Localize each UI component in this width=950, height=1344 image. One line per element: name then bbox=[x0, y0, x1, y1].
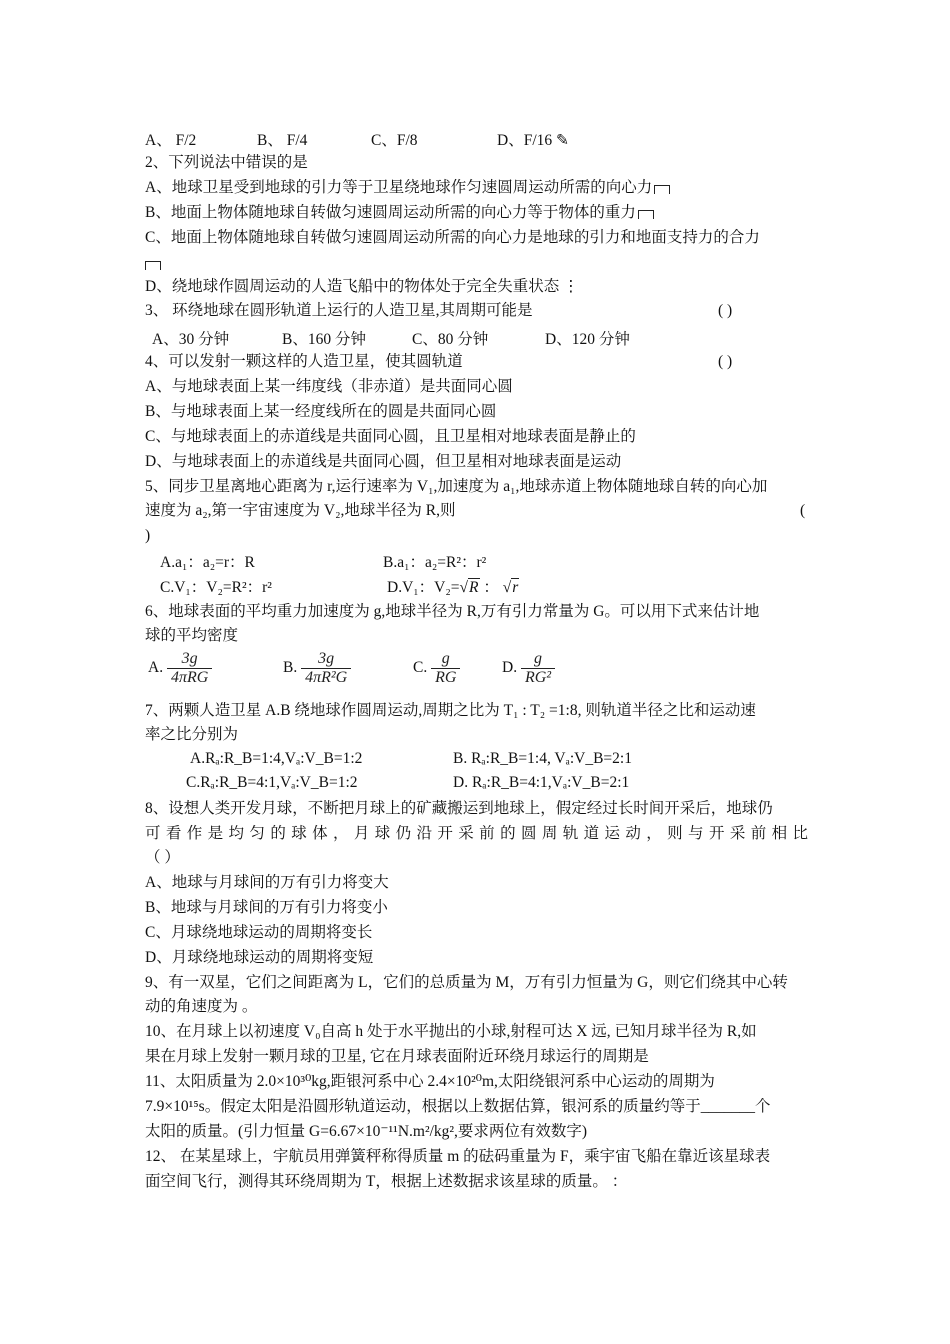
q5-option-a: A.a₁：a₂=r：R bbox=[160, 554, 255, 571]
q4-option-c: C、与地球表面上的赤道线是共面同心圆，且卫星相对地球表面是静止的 bbox=[145, 428, 636, 445]
q3-answer-paren: ( ) bbox=[718, 302, 733, 319]
q5-option-c: C.V₁：V₂=R²：r² bbox=[160, 579, 272, 596]
q6-line-2: 球的平均密度 bbox=[145, 627, 239, 644]
q8-option-b: B、地球与月球间的万有引力将变小 bbox=[145, 899, 388, 916]
q6-option-a: A. $\frac{3g}{\text{4πRG}}$ bbox=[148, 650, 212, 687]
q7-option-a: A.Rₐ:R_B=1:4,Vₐ:V_B=1:2 bbox=[190, 750, 363, 767]
q11-line-2: 7.9×10¹⁵s。假定太阳是沿圆形轨道运动，根据以上数据估算，银河系的质量约等于_______个 bbox=[145, 1098, 771, 1115]
q7-option-b: B. Rₐ:R_B=1:4, Vₐ:V_B=2:1 bbox=[453, 750, 632, 767]
q6-option-c: C. $\frac{g}{RG}$ bbox=[413, 650, 460, 687]
q2-stem: 2、下列说法中错误的是 bbox=[145, 154, 308, 171]
q2-option-d: D、绕地球作圆周运动的人造飞船中的物体处于完全失重状态 ⋮ bbox=[145, 278, 579, 295]
q3-option-c: C、80 分钟 bbox=[412, 331, 489, 348]
q2-option-a: A、地球卫星受到地球的引力等于卫星绕地球作匀速圆周运动所需的向心力 bbox=[145, 177, 670, 199]
q4-option-d: D、与地球表面上的赤道线是共面同心圆，但卫星相对地球表面是运动 bbox=[145, 453, 622, 470]
q1-option-a: A、 F/2 bbox=[145, 132, 197, 149]
q7-line-1: 7、两颗人造卫星 A.B 绕地球作圆周运动,周期之比为 T₁ : T₂ =1:8, 则轨道半径之比和运动速 bbox=[145, 702, 756, 719]
q11-line-3: 太阳的质量。(引力恒量 G=6.67×10⁻¹¹N.m²/kg²,要求两位有效数字) bbox=[145, 1123, 588, 1140]
q11-line-1: 11、太阳质量为 2.0×10³⁰kg,距银河系中心 2.4×10²⁰m,太阳绕银河系中心运动的周期为 bbox=[145, 1073, 715, 1090]
q6-option-d: D. $\frac{g}{\text{RG²}}$ bbox=[502, 650, 555, 687]
q5-line-2: 速度为 a₂,第一宇宙速度为 V₂,地球半径为 R,则 bbox=[145, 502, 456, 519]
q8-option-a: A、地球与月球间的万有引力将变大 bbox=[145, 874, 389, 891]
q8-line-2: 可看作是均匀的球体，月球仍沿开采前的圆周轨道运动，则与开采前相比 bbox=[145, 825, 808, 842]
q3-stem: 3、 环绕地球在圆形轨道上运行的人造卫星,其周期可能是 bbox=[145, 302, 533, 319]
q2-option-c-mark bbox=[145, 253, 161, 275]
q3-option-d: D、120 分钟 bbox=[545, 331, 630, 348]
q4-option-a: A、与地球表面上某一纬度线（非赤道）是共面同心圆 bbox=[145, 378, 513, 395]
q7-option-d: D. Rₐ:R_B=4:1,Vₐ:V_B=2:1 bbox=[453, 774, 630, 791]
q9-line-1: 9、有一双星，它们之间距离为 L，它们的总质量为 M，万有引力恒量为 G，则它们绕其中心转 bbox=[145, 974, 788, 991]
q12-line-1: 12、 在某星球上，宇航员用弹簧秤称得质量 m 的砝码重量为 F，乘宇宙飞船在靠近该星球表 bbox=[145, 1148, 771, 1165]
scribble-mark: ✎ bbox=[556, 132, 569, 149]
q8-option-d: D、月球绕地球运动的周期将变短 bbox=[145, 949, 374, 966]
q8-option-c: C、月球绕地球运动的周期将变长 bbox=[145, 924, 373, 941]
q10-line-1: 10、在月球上以初速度 V₀自高 h 处于水平抛出的小球,射程可达 X 远, 已知月球半径为 R,如 bbox=[145, 1023, 757, 1040]
q1-option-b: B、 F/4 bbox=[257, 132, 308, 149]
q4-stem: 4、可以发射一颗这样的人造卫星，使其圆轨道 bbox=[145, 353, 463, 370]
q3-option-b: B、160 分钟 bbox=[282, 331, 366, 348]
q12-line-2: 面空间飞行，测得其环绕周期为 T，根据上述数据求该星球的质量。 ： bbox=[145, 1173, 628, 1190]
q8-answer-paren: （ ） bbox=[145, 849, 180, 866]
q3-option-a: A、30 分钟 bbox=[152, 331, 230, 348]
q1-option-c: C、F/8 bbox=[371, 132, 418, 149]
q4-answer-paren: ( ) bbox=[718, 353, 733, 370]
q6-line-1: 6、地球表面的平均重力加速度为 g,地球半径为 R,万有引力常量为 G。可以用下式来估计地 bbox=[145, 603, 760, 620]
q10-line-2: 果在月球上发射一颗月球的卫星, 它在月球表面附近环绕月球运行的周期是 bbox=[145, 1048, 649, 1065]
q9-line-2: 动的角速度为 。 bbox=[145, 998, 258, 1015]
q2-option-b: B、地面上物体随地球自转做匀速圆周运动所需的向心力等于物体的重力 bbox=[145, 202, 654, 224]
q5-option-d: D.V₁：V₂=√R ： √r bbox=[387, 579, 519, 596]
q5-paren-close: ) bbox=[145, 527, 151, 544]
q5-option-b: B.a₁：a₂=R²：r² bbox=[383, 554, 487, 571]
q6-option-b: B. $\frac{3g}{\text{4πR²G}}$ bbox=[283, 650, 351, 687]
q7-line-2: 率之比分别为 bbox=[145, 726, 239, 743]
q2-option-c: C、地面上物体随地球自转做匀速圆周运动所需的向心力是地球的引力和地面支持力的合力 bbox=[145, 229, 760, 246]
q5-paren-open: ( bbox=[800, 502, 806, 519]
q7-option-c: C.Rₐ:R_B=4:1,Vₐ:V_B=1:2 bbox=[186, 774, 358, 791]
q4-option-b: B、与地球表面上某一经度线所在的圆是共面同心圆 bbox=[145, 403, 497, 420]
q5-line-1: 5、同步卫星离地心距离为 r,运行速率为 V₁,加速度为 a₁,地球赤道上物体随地球自转的向心加 bbox=[145, 478, 768, 495]
q1-option-d: D、F/16 ✎ bbox=[497, 132, 569, 149]
q8-line-1: 8、设想人类开发月球，不断把月球上的矿藏搬运到地球上，假定经过长时间开采后，地球仍 bbox=[145, 800, 773, 817]
